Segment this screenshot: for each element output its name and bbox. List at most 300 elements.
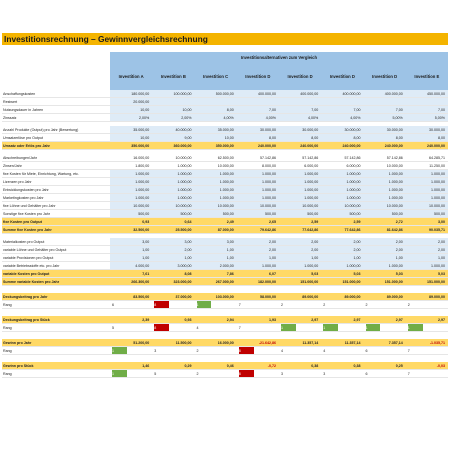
table-row xyxy=(2,98,448,106)
table-cell[interactable]: 2,39 xyxy=(110,316,152,323)
table-cell[interactable]: 8.000,00 xyxy=(262,164,276,168)
table-cell[interactable]: 500,00 xyxy=(195,210,237,217)
table-cell[interactable]: 2,97 xyxy=(406,316,448,323)
table-cell[interactable]: 1.000,00 xyxy=(321,186,363,193)
rank-cell[interactable] xyxy=(364,370,406,377)
table-cell[interactable]: 10,00 xyxy=(195,134,237,141)
table-cell[interactable]: 89.000,00 xyxy=(406,293,448,300)
table-cell[interactable]: 10.000,00 xyxy=(364,202,406,209)
table-cell[interactable]: 30.000,00 xyxy=(237,126,279,133)
table-cell[interactable]: 64.285,71 xyxy=(429,156,445,160)
table-cell[interactable]: 79.642,86 xyxy=(237,226,279,233)
table-cell[interactable]: 37.000,00 xyxy=(152,293,194,300)
row-cells xyxy=(110,218,448,225)
rank-cell[interactable] xyxy=(321,347,363,354)
table-cell[interactable]: 0,29 xyxy=(152,362,194,369)
table-cell[interactable]: 4.000,00 xyxy=(110,262,152,269)
table-cell[interactable]: 2,59 xyxy=(279,218,321,225)
table-cell[interactable]: 77.642,86 xyxy=(321,226,363,233)
table-cell[interactable]: 1.000,00 xyxy=(152,194,194,201)
table-cell[interactable]: 1,00 xyxy=(321,254,363,261)
column-header[interactable]: Investition D xyxy=(245,74,271,79)
table-cell[interactable]: 1.000,00 xyxy=(364,170,406,177)
row-label: Restwert xyxy=(3,100,18,104)
row-cells xyxy=(110,178,448,185)
row-cells xyxy=(110,238,448,245)
table-cell[interactable]: 2,49 xyxy=(195,218,237,225)
table-cell[interactable]: 8,00 xyxy=(406,134,448,141)
table-cell[interactable]: 1.000,00 xyxy=(195,186,237,193)
table-cell[interactable]: 1.000,00 xyxy=(364,194,406,201)
table-cell[interactable]: 240.000,00 xyxy=(406,142,448,149)
table-cell[interactable]: 400.000,00 xyxy=(321,90,363,97)
row-label: Lizenzen pro Jahr xyxy=(3,180,32,184)
table-cell[interactable]: -0,72 xyxy=(237,362,279,369)
table-cell[interactable]: 1.000,00 xyxy=(152,178,194,185)
table-cell[interactable]: 2,65 xyxy=(237,218,279,225)
table-cell[interactable]: 240.000,00 xyxy=(237,142,279,149)
rank-cell[interactable] xyxy=(321,370,363,377)
table-cell[interactable]: 2,00 xyxy=(364,238,406,245)
table-cell[interactable]: 1.000,00 xyxy=(364,178,406,185)
table-cell[interactable]: 1.000,00 xyxy=(406,194,448,201)
table-cell[interactable]: 1.000,00 xyxy=(406,262,448,269)
table-cell[interactable]: 1.000,00 xyxy=(177,164,192,168)
rank-cell[interactable] xyxy=(110,324,152,331)
rank-value: 6 xyxy=(365,372,368,376)
table-cell[interactable]: 7,00 xyxy=(406,106,448,113)
table-cell[interactable]: 1.000,00 xyxy=(237,262,279,269)
rank-value: 7 xyxy=(407,372,410,376)
table-cell[interactable]: 1.000,00 xyxy=(110,186,152,193)
table-cell[interactable]: 1.000,00 xyxy=(364,186,406,193)
table-cell[interactable]: 1.000,00 xyxy=(406,170,448,177)
table-cell[interactable]: 2.000,00 xyxy=(195,262,237,269)
table-cell[interactable]: -0,03 xyxy=(406,362,448,369)
table-row xyxy=(2,178,448,186)
table-cell[interactable]: 1.000,00 xyxy=(321,170,363,177)
table-cell[interactable]: 32.500,00 xyxy=(110,226,152,233)
table-cell[interactable] xyxy=(152,98,194,105)
spacer xyxy=(2,332,448,339)
table-cell[interactable]: 360.000,00 xyxy=(152,142,194,149)
table-cell[interactable]: 7.357,14 xyxy=(364,339,406,346)
table-cell[interactable]: 240.000,00 xyxy=(279,142,321,149)
table-cell[interactable]: 1,00 xyxy=(195,254,237,261)
rank-cell[interactable] xyxy=(364,347,406,354)
table-cell[interactable]: 7,61 xyxy=(110,270,152,277)
rank-value: 4 xyxy=(196,326,199,330)
table-cell[interactable]: 500,00 xyxy=(279,210,321,217)
rank-cell[interactable] xyxy=(110,301,152,308)
table-cell[interactable]: 5,03 xyxy=(321,270,363,277)
row-label: Zinsen/Jahr xyxy=(3,164,22,168)
table-cell[interactable]: 180.000,00 xyxy=(110,90,152,97)
table-cell[interactable]: 35.000,00 xyxy=(110,126,152,133)
table-cell[interactable]: 1.000,00 xyxy=(279,170,321,177)
table-cell[interactable]: 8,00 xyxy=(321,134,363,141)
table-cell[interactable]: 10.000,00 xyxy=(237,202,279,209)
table-cell[interactable]: 57.142,86 xyxy=(260,156,276,160)
table-cell[interactable]: 182.000,00 xyxy=(237,278,279,285)
table-row xyxy=(2,114,448,122)
table-cell[interactable]: 4,00% xyxy=(237,114,279,121)
table-cell[interactable]: 10.000,00 xyxy=(217,164,234,168)
rank-value: 1 xyxy=(323,324,338,331)
table-cell[interactable]: 8,00 xyxy=(364,134,406,141)
rank-cell[interactable] xyxy=(279,370,321,377)
table-cell[interactable]: 10,00 xyxy=(152,106,194,113)
table-cell[interactable]: 5,03 xyxy=(406,270,448,277)
table-cell[interactable]: 10.000,00 xyxy=(279,202,321,209)
rank-value: 1 xyxy=(197,301,212,308)
table-cell[interactable]: 8,00 xyxy=(279,134,321,141)
column-header[interactable]: Investition A xyxy=(118,74,144,79)
table-cell[interactable]: 11.357,14 xyxy=(321,339,363,346)
table-cell[interactable]: 5,00% xyxy=(406,114,448,121)
table-cell[interactable]: 0,93 xyxy=(110,218,152,225)
rank-cell[interactable] xyxy=(152,370,194,377)
table-cell[interactable]: 1,00 xyxy=(110,246,152,253)
spacer xyxy=(2,355,448,362)
table-cell[interactable]: 2,00 xyxy=(279,246,321,253)
table-cell[interactable]: 1,00 xyxy=(364,254,406,261)
row-label: Gewinn pro Jahr xyxy=(2,339,110,346)
table-cell[interactable]: 500,00 xyxy=(152,210,194,217)
table-cell[interactable]: 1.000,00 xyxy=(195,170,237,177)
table-cell[interactable]: 1,00 xyxy=(279,254,321,261)
row-label: fixe Kosten für Miete, Einrichtung, Wartung, etc. xyxy=(3,172,79,176)
table-cell[interactable]: 151.000,00 xyxy=(406,278,448,285)
table-cell[interactable]: 103.000,00 xyxy=(195,293,237,300)
table-cell[interactable]: 89.000,00 xyxy=(321,293,363,300)
table-cell[interactable]: 1.000,00 xyxy=(237,178,279,185)
row-label: fixe Löhne und Gehälter pro Jahr xyxy=(3,204,56,208)
column-header[interactable]: Investition D xyxy=(287,74,313,79)
table-cell[interactable]: 1,00 xyxy=(237,254,279,261)
table-cell[interactable]: 90.035,71 xyxy=(406,226,448,233)
table-cell[interactable] xyxy=(237,98,279,105)
rank-cell[interactable] xyxy=(152,301,194,308)
table-cell[interactable]: 1.000,00 xyxy=(406,186,448,193)
rank-cell[interactable] xyxy=(406,370,448,377)
table-row xyxy=(2,210,448,218)
table-cell[interactable]: 7,86 xyxy=(195,270,237,277)
rank-cell[interactable] xyxy=(279,301,321,308)
rank-cell[interactable] xyxy=(152,347,194,354)
table-cell[interactable]: 30.000,00 xyxy=(406,126,448,133)
rank-cell[interactable] xyxy=(364,301,406,308)
row-cells xyxy=(110,170,448,177)
table-cell[interactable]: 240.000,00 xyxy=(321,142,363,149)
table-cell[interactable]: 25.500,00 xyxy=(152,226,194,233)
table-cell[interactable]: -1.035,71 xyxy=(406,339,448,346)
table-cell[interactable]: 400.000,00 xyxy=(364,90,406,97)
table-cell[interactable]: 2,00 xyxy=(406,238,448,245)
rank-cell[interactable] xyxy=(237,301,279,308)
rank-cell[interactable] xyxy=(321,324,363,331)
table-cell[interactable]: 2,00 xyxy=(364,246,406,253)
table-cell[interactable]: 2,00 xyxy=(406,246,448,253)
rank-cell[interactable] xyxy=(279,324,321,331)
table-cell[interactable]: 11.500,00 xyxy=(152,339,194,346)
table-cell[interactable]: 3.000,00 xyxy=(152,262,194,269)
table-cell[interactable]: 10,00 xyxy=(110,134,152,141)
table-row xyxy=(2,362,448,370)
rank-value: 1 xyxy=(112,370,127,377)
rank-cell[interactable] xyxy=(152,324,194,331)
table-cell[interactable]: 500,00 xyxy=(406,210,448,217)
table-cell[interactable]: 2,97 xyxy=(279,316,321,323)
table-cell[interactable]: 5,03 xyxy=(279,270,321,277)
table-cell[interactable]: 400.000,00 xyxy=(279,90,321,97)
table-cell[interactable]: 2,00 xyxy=(279,238,321,245)
table-cell[interactable]: 89.000,00 xyxy=(364,293,406,300)
table-cell[interactable]: 1.000,00 xyxy=(152,186,194,193)
table-cell[interactable]: 0,25 xyxy=(364,362,406,369)
table-cell[interactable] xyxy=(406,98,448,105)
table-cell[interactable]: 323.000,00 xyxy=(152,278,194,285)
table-cell[interactable]: 10,00 xyxy=(110,106,152,113)
table-cell[interactable]: 4,00% xyxy=(279,114,321,121)
table-cell[interactable]: 1.000,00 xyxy=(110,194,152,201)
table-row xyxy=(2,154,448,162)
table-cell[interactable]: 7,00 xyxy=(279,106,321,113)
table-cell[interactable]: 500,00 xyxy=(321,210,363,217)
table-cell[interactable]: 500,00 xyxy=(237,210,279,217)
column-header[interactable]: Investition E xyxy=(414,74,440,79)
table-cell[interactable]: 10.000,00 xyxy=(110,202,152,209)
table-cell[interactable]: 57.142,86 xyxy=(386,156,403,160)
rank-cell[interactable] xyxy=(364,324,406,331)
row-label: Materialkosten pro Output xyxy=(3,240,45,244)
table-cell[interactable]: 1.000,00 xyxy=(279,178,321,185)
table-cell[interactable]: 240.000,00 xyxy=(364,142,406,149)
table-cell[interactable]: 1.000,00 xyxy=(195,194,237,201)
table-cell[interactable]: 10.000,00 xyxy=(152,202,194,209)
rank-cell[interactable] xyxy=(195,324,237,331)
table-cell[interactable]: 57.142,86 xyxy=(302,156,319,160)
rank-cell[interactable] xyxy=(195,301,237,308)
table-cell[interactable]: 57.142,86 xyxy=(344,156,361,160)
table-row xyxy=(2,238,448,246)
table-cell[interactable]: 1.000,00 xyxy=(110,178,152,185)
table-cell[interactable]: 1.000,00 xyxy=(279,194,321,201)
table-cell[interactable]: 16.000,00 xyxy=(133,156,150,160)
table-cell[interactable]: 2,00% xyxy=(152,114,194,121)
table-cell[interactable]: 5,00% xyxy=(364,114,406,121)
table-cell[interactable]: 151.000,00 xyxy=(279,278,321,285)
table-cell[interactable]: 8,00 xyxy=(195,106,237,113)
rank-cell[interactable] xyxy=(237,370,279,377)
table-cell[interactable]: 20.000,00 xyxy=(110,98,152,105)
rank-row xyxy=(2,324,448,332)
table-cell[interactable]: 1.000,00 xyxy=(279,186,321,193)
table-row xyxy=(2,142,448,150)
table-cell[interactable]: 1,93 xyxy=(237,316,279,323)
table-cell[interactable]: 35.000,00 xyxy=(195,126,237,133)
rank-cell[interactable] xyxy=(406,324,448,331)
table-cell[interactable]: 0,46 xyxy=(195,362,237,369)
table-cell[interactable]: 30.000,00 xyxy=(321,126,363,133)
table-cell[interactable]: 1.800,00 xyxy=(135,164,150,168)
table-cell[interactable]: 1.000,00 xyxy=(321,194,363,201)
table-cell[interactable]: 3,00 xyxy=(110,238,152,245)
rank-cell[interactable] xyxy=(406,347,448,354)
table-cell[interactable]: 1.000,00 xyxy=(321,178,363,185)
row-label: Marketingkosten pro Jahr xyxy=(3,196,44,200)
table-cell[interactable]: 1.000,00 xyxy=(195,178,237,185)
rank-cell[interactable] xyxy=(110,370,152,377)
table-cell[interactable]: 16.000,00 xyxy=(195,339,237,346)
table-cell[interactable]: 2,97 xyxy=(321,316,363,323)
column-header[interactable]: Investition D xyxy=(329,74,355,79)
table-cell[interactable]: 1.000,00 xyxy=(321,262,363,269)
table-cell[interactable]: 1.000,00 xyxy=(237,186,279,193)
table-cell[interactable]: 58.000,00 xyxy=(237,293,279,300)
row-cells xyxy=(110,226,448,233)
table-cell[interactable]: 2,94 xyxy=(195,316,237,323)
column-header[interactable]: Investition C xyxy=(203,74,229,79)
table-cell[interactable]: 4,00% xyxy=(321,114,363,121)
table-cell[interactable]: 500,00 xyxy=(110,210,152,217)
rank-cells xyxy=(110,347,448,354)
table-cell[interactable]: 151.000,00 xyxy=(364,278,406,285)
rank-cell[interactable] xyxy=(110,347,152,354)
table-cell[interactable] xyxy=(279,98,321,105)
table-row xyxy=(2,293,448,301)
table-cell[interactable]: 3,00 xyxy=(195,238,237,245)
table-cell[interactable]: 30.000,00 xyxy=(279,126,321,133)
table-cell[interactable]: 10.000,00 xyxy=(406,202,448,209)
table-cell[interactable]: 83.500,00 xyxy=(110,293,152,300)
table-cell[interactable]: 1,00 xyxy=(406,254,448,261)
table-cell[interactable]: 1,00 xyxy=(195,246,237,253)
table-cell[interactable]: 1.000,00 xyxy=(152,170,194,177)
column-header[interactable]: Investition D xyxy=(372,74,398,79)
table-row xyxy=(2,246,448,254)
table-cell[interactable] xyxy=(364,98,406,105)
table-cell[interactable]: 7,00 xyxy=(237,106,279,113)
table-cell[interactable]: 81.642,86 xyxy=(364,226,406,233)
table-row xyxy=(2,316,448,324)
table-cell[interactable]: 1.000,00 xyxy=(364,262,406,269)
table-cell[interactable]: 30.000,00 xyxy=(364,126,406,133)
table-cell[interactable]: 2,00% xyxy=(110,114,152,121)
table-cell[interactable]: 10.000,00 xyxy=(321,202,363,209)
table-cell[interactable]: 1,00 xyxy=(152,254,194,261)
table-cell[interactable]: 4,00% xyxy=(195,114,237,121)
table-cell[interactable]: 9,00 xyxy=(152,134,194,141)
rank-cell[interactable] xyxy=(237,347,279,354)
table-cell[interactable]: 2,00 xyxy=(237,238,279,245)
table-cell[interactable]: 0,38 xyxy=(321,362,363,369)
rank-cell[interactable] xyxy=(279,347,321,354)
table-cell[interactable]: 40.000,00 xyxy=(152,126,194,133)
row-label: variable Kosten pro Output xyxy=(2,270,110,277)
table-cell[interactable]: 77.642,86 xyxy=(279,226,321,233)
table-cell[interactable]: 11.357,14 xyxy=(279,339,321,346)
table-cell[interactable]: 6.000,00 xyxy=(346,164,361,168)
table-cell[interactable]: 0,93 xyxy=(152,316,194,323)
table-cell[interactable]: 6.000,00 xyxy=(304,164,319,168)
table-cell[interactable]: 500.000,00 xyxy=(195,90,237,97)
rank-cell[interactable] xyxy=(237,324,279,331)
row-label: Umsatzerlöse pro Output xyxy=(3,136,43,140)
table-cell[interactable]: 7,00 xyxy=(321,106,363,113)
table-cell[interactable]: 89.000,00 xyxy=(279,293,321,300)
table-cell[interactable]: 0,64 xyxy=(152,218,194,225)
table-cell[interactable]: 2,00 xyxy=(321,246,363,253)
table-cell[interactable]: 5,03 xyxy=(364,270,406,277)
rank-cell[interactable] xyxy=(406,301,448,308)
table-cell[interactable]: 11.250,00 xyxy=(429,164,445,168)
table-cell[interactable]: 267.000,00 xyxy=(195,278,237,285)
spacer xyxy=(2,309,448,316)
table-cell[interactable]: 1.000,00 xyxy=(406,178,448,185)
table-cell[interactable]: 1.000,00 xyxy=(237,194,279,201)
rank-label: Rang xyxy=(3,326,12,330)
table-cell[interactable]: 1,00 xyxy=(110,254,152,261)
table-cell[interactable]: 87.000,00 xyxy=(195,226,237,233)
table-cell[interactable]: -21.642,86 xyxy=(237,339,279,346)
row-label: Nutzungsdauer in Jahren xyxy=(3,108,44,112)
table-cell[interactable]: 350.000,00 xyxy=(110,142,152,149)
rank-label: Rang xyxy=(3,303,12,307)
rank-cell[interactable] xyxy=(321,301,363,308)
table-cell[interactable]: 7,00 xyxy=(364,106,406,113)
table-cell[interactable]: 100.000,00 xyxy=(152,90,194,97)
table-row xyxy=(2,170,448,178)
table-cell[interactable] xyxy=(195,98,237,105)
rank-cell[interactable] xyxy=(195,370,237,377)
row-label: Abschreibungen/Jahr xyxy=(3,156,37,160)
table-cell[interactable]: 62.500,00 xyxy=(217,156,234,160)
table-cell[interactable]: 1.000,00 xyxy=(237,170,279,177)
table-cell[interactable]: 1.000,00 xyxy=(110,170,152,177)
table-cell[interactable]: 10.000,00 xyxy=(175,156,192,160)
table-cell[interactable]: 3,00 xyxy=(152,238,194,245)
table-cell[interactable]: 2,00 xyxy=(321,238,363,245)
table-cell[interactable]: 1.000,00 xyxy=(279,262,321,269)
table-cell[interactable]: 8,00 xyxy=(237,134,279,141)
table-cell[interactable]: 3,00 xyxy=(406,218,448,225)
table-cell[interactable]: 2,59 xyxy=(321,218,363,225)
table-cell[interactable]: 51.200,00 xyxy=(110,339,152,346)
table-row xyxy=(2,126,448,134)
table-cell[interactable]: 10.000,00 xyxy=(195,202,237,209)
table-cell[interactable]: 2,00 xyxy=(237,246,279,253)
table-cell[interactable]: 2,97 xyxy=(364,316,406,323)
table-cell[interactable] xyxy=(321,98,363,105)
table-cell[interactable]: 151.000,00 xyxy=(321,278,363,285)
table-cell[interactable]: 266.300,00 xyxy=(110,278,152,285)
table-cell[interactable]: 10.000,00 xyxy=(386,164,403,168)
table-cell[interactable]: 6,07 xyxy=(237,270,279,277)
rank-cell[interactable] xyxy=(195,347,237,354)
table-cell[interactable]: 500,00 xyxy=(364,210,406,217)
table-cell[interactable]: 350.000,00 xyxy=(195,142,237,149)
table-cell[interactable]: 450.000,00 xyxy=(406,90,448,97)
table-cell[interactable]: 400.000,00 xyxy=(237,90,279,97)
table-cell[interactable]: 8,08 xyxy=(152,270,194,277)
table-cell[interactable]: 2,72 xyxy=(364,218,406,225)
table-cell[interactable]: 1,46 xyxy=(110,362,152,369)
column-header[interactable]: Investition B xyxy=(160,74,186,79)
table-cell[interactable]: 2,00 xyxy=(152,246,194,253)
row-cells xyxy=(110,254,448,261)
table-cell[interactable]: 0,38 xyxy=(279,362,321,369)
